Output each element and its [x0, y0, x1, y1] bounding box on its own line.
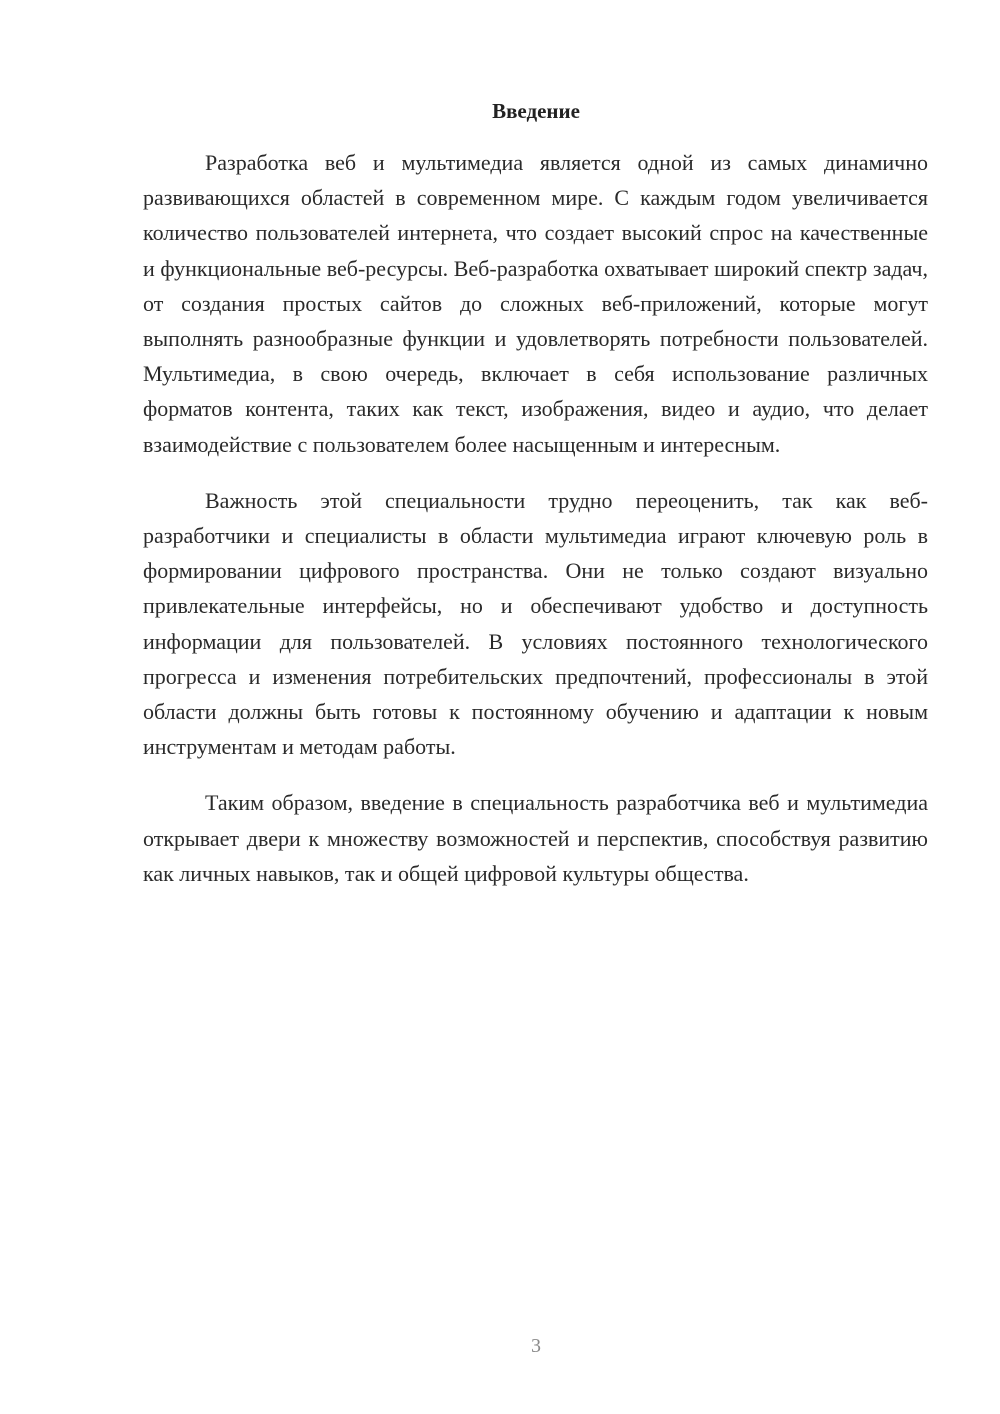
paragraph-2: Важность этой специальности трудно переоценить, так как веб-разработчики и специалисты в области мультимедиа играют ключевую роль в формировании цифрового пространства. Они не только создают визуально привлекательные интерфейсы, но и обеспечивают удобство и доступность информации для пользователей. В условиях постоянного технологического прогресса и изменения потребительских предпочтений, профессионалы в этой области должны быть готовы к постоянному обучению и адаптации к новым инструментам и методам работы.	[143, 487, 928, 760]
paragraph-3: Таким образом, введение в специальность разработчика веб и мультимедиа открывает двери к множеству возможностей и перспектив, способствуя развитию как личных навыков, так и общей цифровой культуры общества.	[143, 790, 928, 886]
body-text	[143, 145, 928, 891]
paragraph-1: Разработка веб и мультимедиа является одной из самых динамично развивающихся областей в современном мире. С каждым годом увеличивается количество пользователей интернета, что создает высокий спрос на качественные и функциональные веб-ресурсы. Веб-разработка охватывает широкий спектр задач, от создания простых сайтов до сложных веб-приложений, которые могут выполнять разнообразные функции и удовлетворять потребности пользователей. Мультимедиа, в свою очередь, включает в себя использование различных форматов контента, таких как текст, изображения, видео и аудио, что делает взаимодействие с пользователем более насыщенным и интересным.	[143, 150, 928, 457]
page-number: 3	[531, 1335, 541, 1357]
section-heading: Введение	[492, 99, 580, 123]
